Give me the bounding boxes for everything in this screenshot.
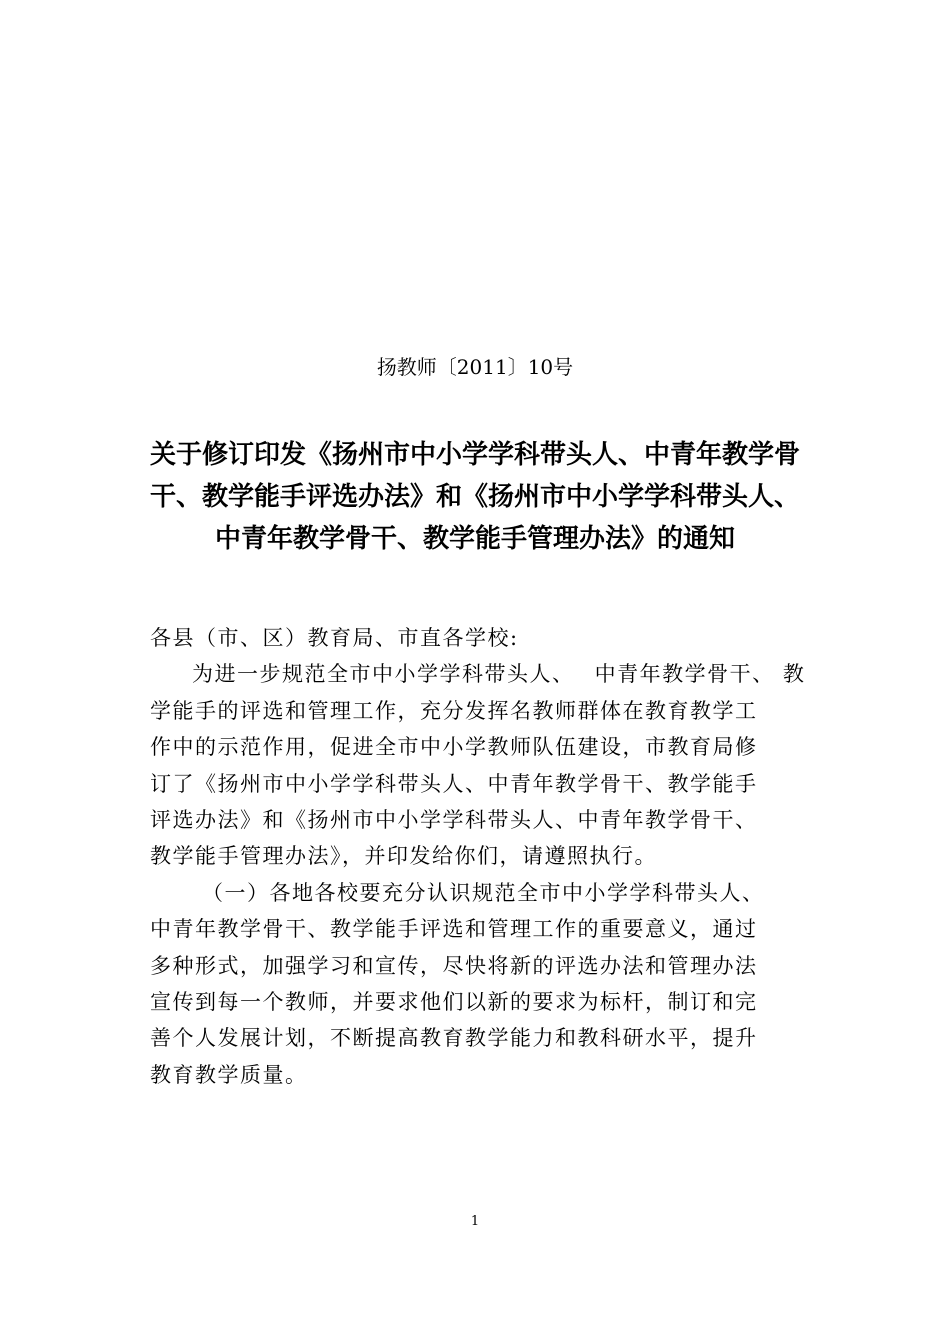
paragraph-line: 作中的示范作用，促进全市中小学教师队伍建设，市教育局修 <box>150 735 758 760</box>
page-number: 1 <box>470 1214 480 1229</box>
paragraph-line: 订了《扬州市中小学学科带头人、中青年教学骨干、教学能手 <box>150 771 758 796</box>
title-line: 中青年教学骨干、教学能手管理办法》的通知 <box>214 524 735 554</box>
title-line: 关于修订印发《扬州市中小学学科带头人、中青年教学骨 <box>149 440 800 470</box>
paragraph-line: 教学能手管理办法》，并印发给你们，请遵照执行。 <box>150 844 657 869</box>
paragraph-line: （一）各地各校要充分认识规范全市中小学学科带头人、 <box>202 880 765 905</box>
salutation: 各县（市、区）教育局、市直各学校: <box>150 626 519 650</box>
paragraph-line: 教育教学质量。 <box>150 1062 308 1087</box>
paragraph-line: 评选办法》和《扬州市中小学学科带头人、中青年教学骨干、 <box>150 808 758 833</box>
paragraph-line: 为进一步规范全市中小学学科带头人、 中青年教学骨干、 教 <box>192 662 806 687</box>
document-title <box>148 434 802 560</box>
paragraph-line: 宣传到每一个教师，并要求他们以新的要求为标杆，制订和完 <box>150 990 758 1015</box>
paragraph-line: 多种形式，加强学习和宣传，尽快将新的评选办法和管理办法 <box>150 953 758 978</box>
document-number: 扬教师〔2011〕10号 <box>376 355 574 379</box>
title-line: 干、教学能手评选办法》和《扬州市中小学学科带头人、 <box>149 482 800 512</box>
paragraph-line: 学能手的评选和管理工作，充分发挥名教师群体在教育教学工 <box>150 698 758 723</box>
paragraph-line: 善个人发展计划，不断提高教育教学能力和教科研水平，提升 <box>150 1026 758 1051</box>
document-body <box>150 620 806 1093</box>
paragraph-line: 中青年教学骨干、教学能手评选和管理工作的重要意义，通过 <box>150 917 758 942</box>
